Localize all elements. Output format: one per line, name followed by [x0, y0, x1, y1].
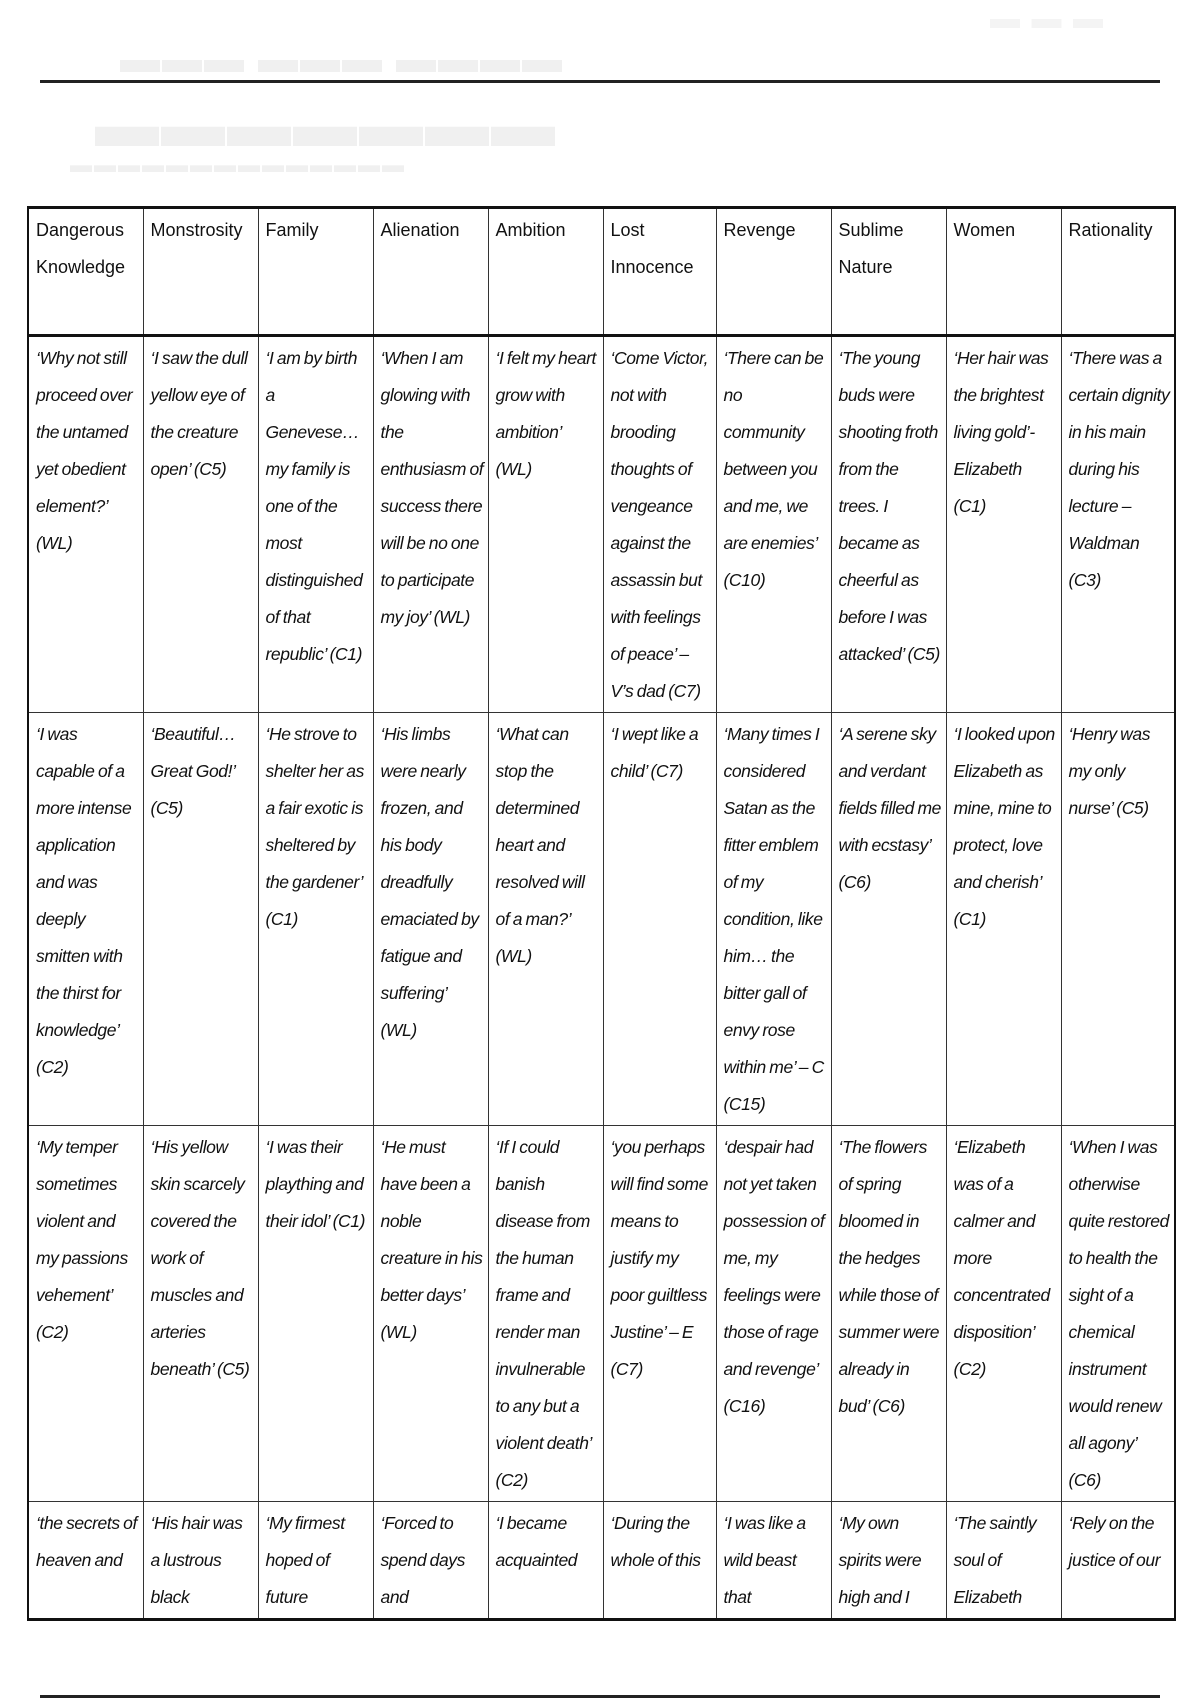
quote-cell: ‘Rely on the justice of our	[1061, 1502, 1175, 1620]
quote-cell: ‘What can stop the determined heart and resolved will of a man?’ (WL)	[488, 713, 603, 1126]
quote-cell: ‘Her hair was the brightest living gold’- Elizabeth (C1)	[946, 336, 1061, 713]
faded-heading-line-2: ▬▬▬▬▬▬▬	[95, 89, 557, 160]
quote-cell: ‘There can be no community between you and me, we are enemies’ (C10)	[716, 336, 831, 713]
quote-cell: ‘My temper sometimes violent and my passions vehement’ (C2)	[28, 1126, 143, 1502]
quote-cell: ‘My own spirits were high and I	[831, 1502, 946, 1620]
column-header-revenge: Revenge	[716, 208, 831, 336]
quote-cell: ‘I became acquainted	[488, 1502, 603, 1620]
quote-cell: ‘I was capable of a more intense application and was deeply smitten with the thirst for knowledge’ (C2)	[28, 713, 143, 1126]
quote-cell: ‘He strove to shelter her as a fair exotic is sheltered by the gardener’ (C1)	[258, 713, 373, 1126]
quote-cell: ‘The young buds were shooting froth from the trees. I became as cheerful as before I was attacked’ (C5)	[831, 336, 946, 713]
quote-cell: ‘you perhaps will find some means to justify my poor guiltless Justine’ – E (C7)	[603, 1126, 716, 1502]
quote-cell: ‘His hair was a lustrous black	[143, 1502, 258, 1620]
quote-cell: ‘My firmest hoped of future	[258, 1502, 373, 1620]
faded-heading-line-3: ▬▬▬▬▬▬▬▬▬▬▬▬▬▬	[70, 152, 406, 177]
quote-cell: ‘I am by birth a Genevese… my family is one of the most distinguished of that republic’ (C1)	[258, 336, 373, 713]
quote-cell: ‘The flowers of spring bloomed in the hedges while those of summer were already in bud’ (C6)	[831, 1126, 946, 1502]
quote-cell: ‘When I was otherwise quite restored to health the sight of a chemical instrument would renew all agony’ (C6)	[1061, 1126, 1175, 1502]
quote-cell: ‘I was their plaything and their idol’ (C1)	[258, 1126, 373, 1502]
quote-cell: ‘A serene sky and verdant fields filled me with ecstasy’ (C6)	[831, 713, 946, 1126]
quote-cell: ‘I wept like a child’ (C7)	[603, 713, 716, 1126]
table-row	[28, 713, 1175, 1126]
column-header-lost-innocence: Lost Innocence	[603, 208, 716, 336]
quote-cell: ‘When I am glowing with the enthusiasm of success there will be no one to participate my joy’ (WL)	[373, 336, 488, 713]
quote-cell: ‘Elizabeth was of a calmer and more concentrated disposition’ (C2)	[946, 1126, 1061, 1502]
quote-cell: ‘Come Victor, not with brooding thoughts of vengeance against the assassin but with feelings of peace’ – V’s dad (C7)	[603, 336, 716, 713]
quote-cell: ‘despair had not yet taken possession of me, my feelings were those of rage and revenge’ (C16)	[716, 1126, 831, 1502]
quote-cell: ‘His yellow skin scarcely covered the work of muscles and arteries beneath’ (C5)	[143, 1126, 258, 1502]
quote-cell: ‘I looked upon Elizabeth as mine, mine to protect, love and cherish’ (C1)	[946, 713, 1061, 1126]
quote-cell: ‘He must have been a noble creature in his better days’ (WL)	[373, 1126, 488, 1502]
faded-corner-mark: ▬ ▬ ▬	[990, 2, 1105, 35]
quote-cell: ‘I was like a wild beast that	[716, 1502, 831, 1620]
quote-cell: ‘Beautiful… Great God!’ (C5)	[143, 713, 258, 1126]
table-row	[28, 1126, 1175, 1502]
quote-cell: ‘Henry was my only nurse’ (C5)	[1061, 713, 1175, 1126]
table-row	[28, 336, 1175, 713]
quote-cell: ‘Many times I considered Satan as the fitter emblem of my condition, like him… the bitter gall of envy rose within me’ – C (C15)	[716, 713, 831, 1126]
quote-cell: ‘the secrets of heaven and	[28, 1502, 143, 1620]
themes-quotes-table	[27, 206, 1176, 1621]
column-header-monstrosity: Monstrosity	[143, 208, 258, 336]
table-row	[28, 1502, 1175, 1620]
table-header-row	[28, 208, 1175, 336]
quote-cell: ‘During the whole of this	[603, 1502, 716, 1620]
bottom-rule	[40, 1695, 1160, 1698]
quote-cell: ‘If I could banish disease from the human frame and render man invulnerable to any but a violent death’ (C2)	[488, 1126, 603, 1502]
faded-heading-line-1: ▬▬▬ ▬▬▬ ▬▬▬▬	[120, 36, 564, 81]
quote-cell: ‘The saintly soul of Elizabeth	[946, 1502, 1061, 1620]
column-header-women: Women	[946, 208, 1061, 336]
column-header-family: Family	[258, 208, 373, 336]
quote-cell: ‘There was a certain dignity in his main during his lecture – Waldman (C3)	[1061, 336, 1175, 713]
quote-cell: ‘Why not still proceed over the untamed yet obedient element?’ (WL)	[28, 336, 143, 713]
column-header-sublime-nature: Sublime Nature	[831, 208, 946, 336]
column-header-ambition: Ambition	[488, 208, 603, 336]
quote-cell: ‘I saw the dull yellow eye of the creature open’ (C5)	[143, 336, 258, 713]
column-header-dangerous-knowledge: Dangerous Knowledge	[28, 208, 143, 336]
column-header-rationality: Rationality	[1061, 208, 1175, 336]
quote-cell: ‘I felt my heart grow with ambition’ (WL)	[488, 336, 603, 713]
quote-cell: ‘His limbs were nearly frozen, and his body dreadfully emaciated by fatigue and suffering’ (WL)	[373, 713, 488, 1126]
column-header-alienation: Alienation	[373, 208, 488, 336]
quote-cell: ‘Forced to spend days and	[373, 1502, 488, 1620]
